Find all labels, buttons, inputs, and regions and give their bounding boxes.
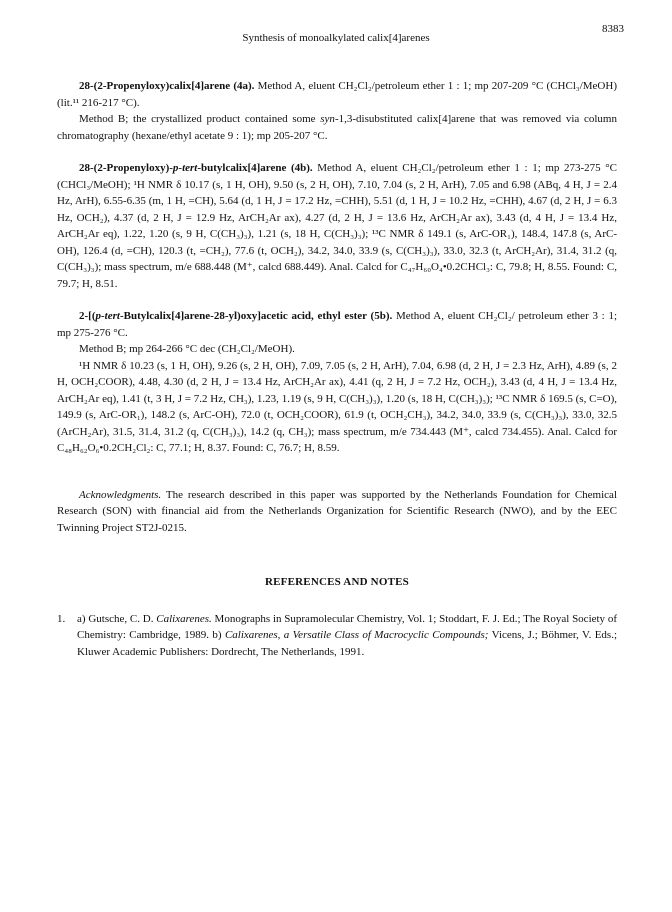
- page-number: 8383: [602, 23, 624, 35]
- compound-4b-title-italic: p-tert: [172, 162, 198, 174]
- compound-4b-text: Method A, eluent CH₂Cl₂/petroleum ether 1 : 1; mp 273-275 °C (CHCl₃/MeOH); ¹H NMR δ 10.17 (s, 1 H, OH), 9.50 (s, 2 H, OH), 7.10, 7.04 (s, 2 H, ArH), 7.05 and 6.98 (ABq, 4 H, J = 2.4 Hz, ArH), 6.55-6.35 (m, 1 H, =CH), 5.64 (d, 1 H, J = 17.2 Hz, =CHH), 5.51 (d, 1 H, J = 10.2 Hz, =CHH), 4.67 (d, 2 H, J = 6.3 Hz, OCH₂), 4.37 (d, 2 H, J = 12.9 Hz, ArCH₂Ar ax), 4.27 (d, 2 H, J = 13.6 Hz, ArCH₂Ar ax), 3.43 (d, 4 H, J = 13.4 Hz, ArCH₂Ar eq), 1.22, 1.20 (s, 9 H, C(CH₃)₃), 1.21 (s, 18 H, C(CH₃)₃); ¹³C NMR δ 149.1 (s, ArC-OR₁), 148.4, 147.8 (s, ArC-OH), 126.4 (d, =CH), 120.3 (t, =CH₂), 77.6 (t, OCH₂), 34.2, 34.0, 33.9 (s, C(CH₃)₃), 33.0, 32.3 (t, ArCH₂Ar), 31.4, 31.2 (q, C(CH₃)₃); mass spectrum, m/e 688.448 (M⁺, calcd 688.449). Anal. Calcd for C₄₇H₆₀O₄•0.2CHCl₃: C, 79.8; H, 8.55. Found: C, 79.7; H, 8.51.: [57, 162, 618, 290]
- reference-a-title: Calixarenes.: [156, 612, 212, 625]
- acknowledgments-text: The research described in this paper was supported by the Netherlands Foundation for Chemical Research (SON) with financial aid from the Netherlands Organization for Scientific Research (NWO), and by the EEC Twinning Project ST2J-0215.: [57, 488, 617, 534]
- compound-4a-method-b-post: -1,3-disubstituted calix[4]arene that was removed via column chromatography (hexane/ethyl acetate 9 : 1); mp 205-207 °C.: [57, 113, 617, 142]
- reference-a-pre: a) Gutsche, C. D.: [77, 612, 157, 625]
- references-heading: REFERENCES AND NOTES: [265, 576, 409, 588]
- reference-b-title: Calixarenes, a Versatile Class of Macrocyclic Compounds;: [224, 629, 489, 641]
- reference-number: 1.: [57, 612, 66, 625]
- compound-5b-title-post: -Butylcalix[4]arene-28-yl)oxy]acetic acid, ethyl ester (5b).: [119, 310, 393, 322]
- article-body: [57, 78, 617, 660]
- reference-item: [57, 611, 617, 661]
- reference-a-post: Monographs in Supramolecular Chemistry, Vol. 1; Stoddart, F. J. Ed.; The Royal Society of Chemistry: Cambridge, 1989. b): [77, 612, 618, 641]
- reference-b-post: Vicens, J.; Böhmer, V. Eds.; Kluwer Academic Publishers: Dordrecht, The Netherlands, 1991.: [77, 629, 618, 658]
- compound-5b-title: [79, 310, 392, 322]
- compound-5b-paragraph: [57, 308, 617, 341]
- acknowledgments-heading: Acknowledgments.: [79, 488, 162, 501]
- compound-4a-paragraph: [57, 78, 617, 111]
- compound-4a-method-b-paragraph: [57, 111, 617, 144]
- compound-4a-method-a: Method A, eluent CH₂Cl₂/petroleum ether 1 : 1; mp 207-209 °C (CHCl₃/MeOH) (lit.¹¹ 216-217 °C).: [57, 80, 617, 109]
- compound-5b-title-pre: 2-[(: [79, 310, 96, 322]
- compound-4b-title: [79, 162, 313, 174]
- compound-4a-method-b-syn: syn: [320, 113, 335, 125]
- compound-5b-method-b: Method B; mp 264-266 °C dec (CH₂Cl₂/MeOH).: [79, 343, 295, 355]
- compound-4b-title-post: -butylcalix[4]arene (4b).: [197, 162, 313, 174]
- acknowledgments-paragraph: [57, 487, 617, 537]
- compound-4b-paragraph: [57, 160, 617, 292]
- compound-4b-title-pre: 28-(2-Propenyloxy)-: [79, 162, 173, 174]
- compound-4a-title: 28-(2-Propenyloxy)calix[4]arene (4a).: [79, 80, 255, 92]
- running-title: Synthesis of monoalkylated calix[4]arenes: [242, 32, 430, 44]
- compound-5b-nmr: ¹H NMR δ 10.23 (s, 1 H, OH), 9.26 (s, 2 H, OH), 7.09, 7.05 (s, 2 H, ArH), 7.04, 6.98 (d, 2 H, J = 2.3 Hz, ArH), 4.89 (s, 2 H, OCH₂COOR), 4.48, 4.30 (d, 2 H, J = 13.4 Hz, ArCH₂Ar ax), 4.41 (q, 2 H, J = 7.2 Hz, OCH₂), 3.43 (d, 4 H, J = 13.4 Hz, ArCH₂Ar eq), 1.41 (t, 3 H, J = 7.2 Hz, CH₃), 1.23, 1.19 (s, 9 H, C(CH₃)₃), 1.20 (s, 18 H, C(CH₃)₃); ¹³C NMR δ 169.5 (s, C=O), 149.9 (s, ArC-OR₁), 148.2 (s, ArC-OH), 72.0 (t, OCH₂COOR), 61.9 (t, OCH₂CH₃), 34.2, 34.0, 33.9 (s, C(CH₃)₃), 33.0, 32.5 (ArCH₂Ar), 31.5, 31.4, 31.2 (q, C(CH₃)₃), 14.2 (q, CH₃); mass spectrum, m/e 734.443 (M⁺, calcd 734.455). Anal. Calcd for C₄₈H₆₂O₆•0.2CH₂Cl₂: C, 77.1; H, 8.37. Found: C, 76.7; H, 8.59.: [57, 359, 617, 454]
- reference-text: [77, 611, 617, 661]
- compound-5b-method-a: Method A, eluent CH₂Cl₂/ petroleum ether 3 : 1; mp 275-276 °C.: [57, 310, 617, 339]
- compound-5b-title-italic: p-tert: [95, 310, 120, 322]
- compound-4a-method-b-pre: Method B; the crystallized product contained some: [79, 113, 321, 125]
